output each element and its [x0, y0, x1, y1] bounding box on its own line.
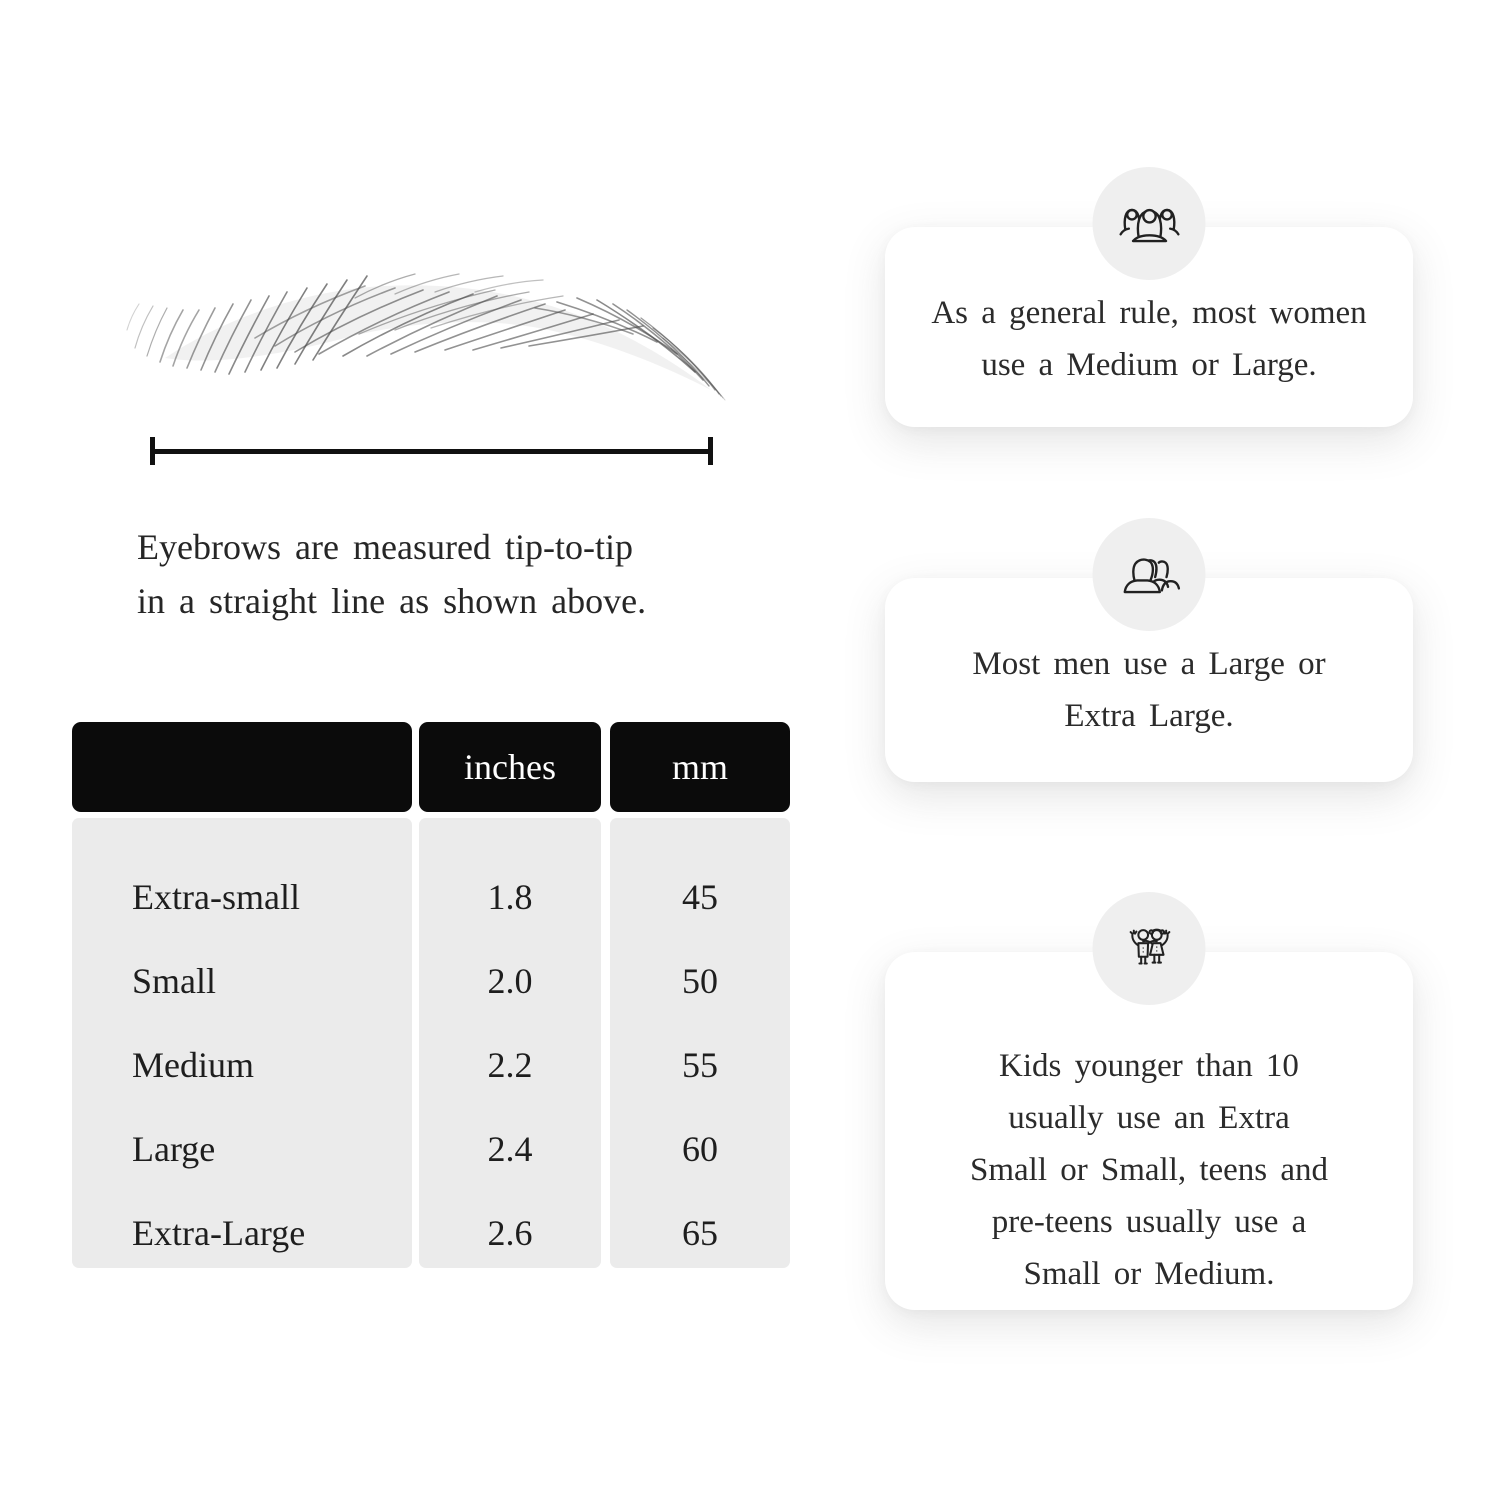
- mm-value: 45: [682, 877, 718, 917]
- size-label: Extra-small: [132, 877, 300, 917]
- icon-badge: [1093, 167, 1206, 280]
- measurement-line-bar: [152, 449, 711, 454]
- inches-value: 2.2: [487, 1045, 533, 1085]
- caption-line-1: Eyebrows are measured tip-to-tip: [137, 527, 633, 567]
- table-column-inches: [419, 818, 601, 1268]
- measurement-line: [150, 437, 713, 465]
- inches-value: 1.8: [487, 877, 533, 917]
- mm-value: 65: [682, 1213, 718, 1253]
- mm-value: 55: [682, 1045, 718, 1085]
- size-label: Extra-Large: [132, 1213, 306, 1253]
- inches-value: 2.4: [487, 1129, 533, 1169]
- caption-line-2: in a straight line as shown above.: [137, 581, 647, 621]
- mm-value: 60: [682, 1129, 718, 1169]
- size-label: Large: [132, 1129, 216, 1169]
- men-group-icon: [1116, 547, 1182, 603]
- tip-card-women: [885, 227, 1413, 427]
- size-label: Medium: [132, 1045, 254, 1085]
- icon-badge: [1093, 892, 1206, 1005]
- icon-badge: [1093, 518, 1206, 631]
- inches-value: 2.6: [487, 1213, 533, 1253]
- measurement-caption: [137, 520, 646, 628]
- mm-value: 50: [682, 961, 718, 1001]
- table-header-mm: mm: [610, 722, 790, 812]
- kids-icon: [1118, 921, 1180, 977]
- tip-card-men: [885, 578, 1413, 782]
- measurement-line-right-cap: [708, 437, 713, 465]
- tip-text-women: As a general rule, most women use a Medium or Large.: [931, 295, 1367, 383]
- size-label: Small: [132, 961, 217, 1001]
- tip-card-kids: [885, 952, 1413, 1310]
- tip-text-kids: Kids younger than 10 usually use an Extra Small or Small, teens and pre-teens usually use a Small or Medium.: [969, 1048, 1328, 1292]
- table-header-inches: inches: [419, 722, 601, 812]
- table-header-size: [72, 722, 412, 812]
- inches-value: 2.0: [487, 961, 533, 1001]
- table-column-mm: [610, 818, 790, 1268]
- tip-text-men: Most men use a Large or Extra Large.: [972, 646, 1326, 734]
- table-column-size: [72, 818, 412, 1268]
- eyebrow-illustration: [105, 238, 765, 430]
- women-group-icon: [1116, 196, 1182, 252]
